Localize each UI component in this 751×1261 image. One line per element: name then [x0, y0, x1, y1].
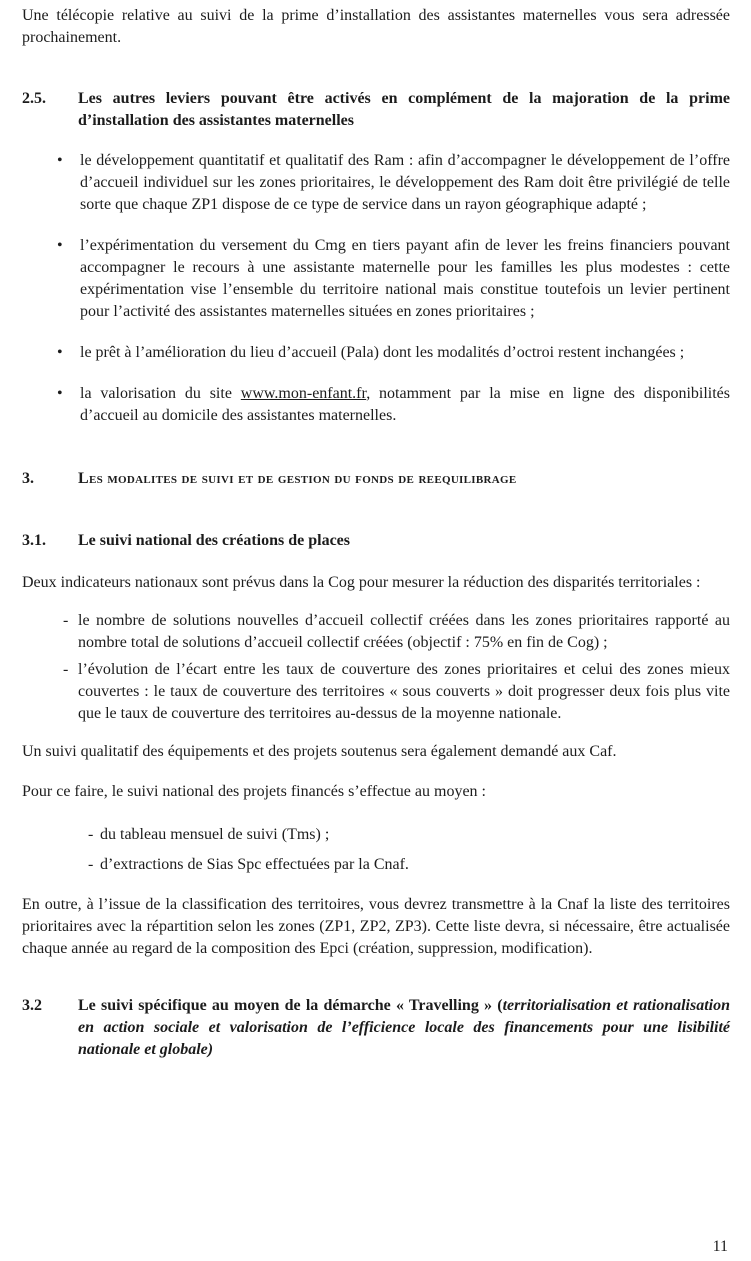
- list-item: [22, 383, 730, 427]
- section-3-1-title: Le suivi national des créations de places: [78, 532, 351, 549]
- section-3-1-heading: [22, 530, 730, 552]
- section-3-2-title-main: Le suivi spécifique au moyen de la démarche « Travelling » (: [78, 997, 503, 1014]
- dash-item-text: le nombre de solutions nouvelles d’accueil collectif créées dans les zones prioritaires rapporté au nombre total de solutions d’accueil collectif créées (objectif : 75% en fin de Cog) ;: [78, 612, 730, 651]
- section-2-5-number: 2.5.: [22, 90, 46, 107]
- bullet-text-before-link: la valorisation du site: [80, 385, 241, 402]
- list-item: [22, 659, 730, 725]
- dash-icon: -: [63, 612, 69, 629]
- caf-paragraph: Un suivi qualitatif des équipements et des projets soutenus sera également demandé aux Caf.: [22, 743, 617, 760]
- list-item: [22, 342, 730, 364]
- bullet-icon: •: [57, 344, 63, 361]
- section-3-number: 3.: [22, 470, 34, 487]
- intro-paragraph: Une télécopie relative au suivi de la prime d’installation des assistantes maternelles vous sera adressée prochainement.: [22, 7, 730, 46]
- list-item: [22, 150, 730, 216]
- dash-icon: -: [88, 856, 94, 873]
- indicators-dash-list: [22, 610, 730, 725]
- dash-item-text: l’évolution de l’écart entre les taux de couverture des zones prioritaires et celui des zones mieux couvertes : le taux de couverture des territoires « sous couverts » doit progresser deux fois plus vite que le taux de couverture des territoires au-dessus de la moyenne nationale.: [78, 661, 730, 722]
- bullet-icon: •: [57, 237, 63, 254]
- bullet-icon: •: [57, 385, 63, 402]
- section-3-heading: [22, 468, 730, 490]
- bullet-text: le prêt à l’amélioration du lieu d’accueil (Pala) dont les modalités d’octroi restent inchangées ;: [80, 344, 685, 361]
- bullet-text: l’expérimentation du versement du Cmg en tiers payant afin de lever les freins financiers pouvant accompagner le recours à une assistante maternelle pour les familles les plus modestes : cette expérimentation vise l’ensemble du territoire national mais constitue toutefois un levier pertinent pour l’activité des assistantes maternelles situées en zones prioritaires ;: [80, 237, 730, 320]
- section-3-2-title-italic: territorialisation et rationalisation en action sociale et valorisation de l’efficience locale des financements pour une lisibilité nationale et globale): [78, 997, 731, 1058]
- levers-bullet-list: [22, 150, 730, 427]
- section-3-2-number: 3.2: [22, 997, 42, 1014]
- section-3-title: Les modalites de suivi et de gestion du fonds de reequilibrage: [78, 470, 517, 487]
- bullet-text: [80, 385, 730, 424]
- dash-icon: -: [63, 661, 69, 678]
- list-item: [22, 610, 730, 654]
- enoutre-paragraph: En outre, à l’issue de la classification des territoires, vous devrez transmettre à la Cnaf la liste des territoires prioritaires avec la répartition selon les zones (ZP1, ZP2, ZP3). Cette liste devra, si nécessaire, être actualisée chaque année au regard de la composition des Epci (création, suppression, modification).: [22, 896, 730, 957]
- bullet-icon: •: [57, 152, 63, 169]
- mon-enfant-link[interactable]: www.mon-enfant.fr: [240, 385, 367, 402]
- dash-item-text: d’extractions de Sias Spc effectuées par la Cnaf.: [100, 856, 409, 873]
- dash-icon: -: [88, 826, 94, 843]
- section-2-5-title: Les autres leviers pouvant être activés en complément de la majoration de la prime d’installation des assistantes maternelles: [78, 90, 730, 129]
- list-item: [22, 854, 730, 876]
- dash-item-text: du tableau mensuel de suivi (Tms) ;: [100, 826, 330, 843]
- list-item: [22, 235, 730, 323]
- indicators-intro-paragraph: Deux indicateurs nationaux sont prévus dans la Cog pour mesurer la réduction des disparités territoriales :: [22, 574, 701, 591]
- list-item: [22, 824, 730, 846]
- moyen-intro-paragraph: Pour ce faire, le suivi national des projets financés s’effectue au moyen :: [22, 783, 486, 800]
- section-2-5-heading: [22, 88, 730, 132]
- moyens-dash-list: [22, 824, 730, 876]
- bullet-text-after-link: , notamment par la mise en ligne des disponibilités d’accueil au domicile des assistantes maternelles.: [80, 385, 730, 424]
- page-number: 11: [712, 1238, 728, 1255]
- section-3-2-heading: [22, 995, 730, 1061]
- bullet-text: le développement quantitatif et qualitatif des Ram : afin d’accompagner le développement de l’offre d’accueil individuel sur les zones prioritaires, le développement des Ram doit être privilégié de telle sorte que chaque ZP1 dispose de ce type de service dans un rayon géographique adapté ;: [80, 152, 730, 213]
- section-3-2-title: [78, 995, 730, 1061]
- section-3-1-number: 3.1.: [22, 532, 46, 549]
